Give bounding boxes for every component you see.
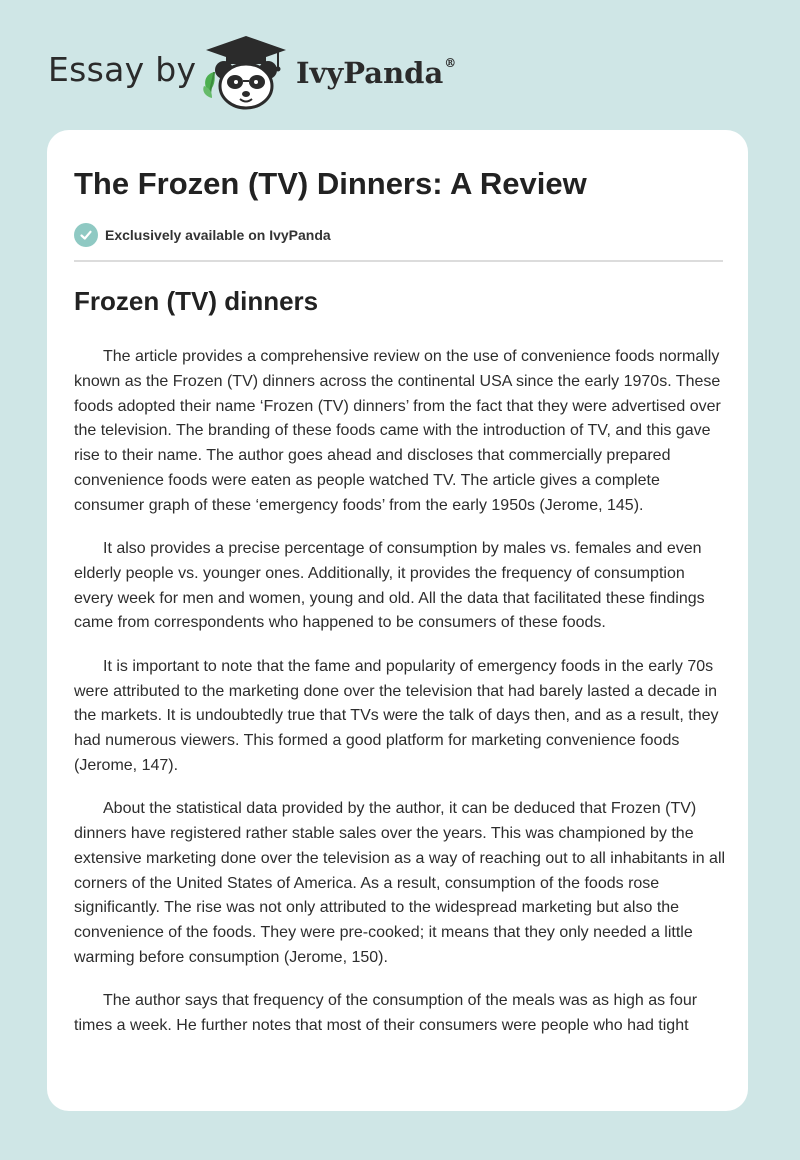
exclusive-badge-label: Exclusively available on IvyPanda	[105, 227, 331, 243]
essay-card	[47, 130, 748, 1111]
site-header	[0, 0, 800, 130]
section-heading: Frozen (TV) dinners	[74, 286, 319, 316]
logo-brand-name: IvyPanda®	[296, 56, 457, 90]
page-title: The Frozen (TV) Dinners: A Review	[74, 166, 587, 201]
essay-body	[74, 345, 726, 1057]
paragraph: The article provides a comprehensive review on the use of convenience foods normally known as the Frozen (TV) dinners across the continental USA since the early 1970s. These foods adopted their name ‘Frozen (TV) dinners’ from the fact that they were advertised over the television. The branding of these foods came with the introduction of TV, and this gave rise to their name. The author goes ahead and discloses that commercially prepared convenience foods were eaten as people watched TV. The article gives a complete consumer graph of these ‘emergency foods’ from the early 1950s (Jerome, 145).	[74, 348, 721, 514]
paragraph: It is important to note that the fame and popularity of emergency foods in the early 70s were attributed to the marketing done over the television that had barely lasted a decade in the markets. It is undoubtedly true that TVs were the talk of days then, and as a result, they had numerous viewers. This formed a good platform for marketing convenience foods (Jerome, 147).	[74, 657, 719, 774]
paragraph: It also provides a precise percentage of consumption by males vs. females and even elderly people vs. younger ones. Additionally, it provides the frequency of consumption every week for men and women, young and old. All the data that facilitated these findings came from correspondents who happened to be consumers of these foods.	[74, 540, 705, 632]
paragraph: The author says that frequency of the consumption of the meals was as high as four times a week. He further notes that most of their consumers were people who had tight	[74, 992, 698, 1035]
check-icon	[74, 223, 98, 247]
panda-logo-icon	[200, 34, 292, 110]
logo-essay-by-text: Essay by	[48, 50, 197, 89]
divider	[74, 260, 723, 262]
registered-mark: ®	[444, 56, 457, 70]
paragraph: About the statistical data provided by the author, it can be deduced that Frozen (TV) dinners have registered rather stable sales over the years. This was championed by the extensive marketing done over the television as a way of reaching out to all inhabitants in all corners of the United States of America. As a result, consumption of the foods rose significantly. The rise was not only attributed to the widespread marketing but also the convenience of the foods. They were pre-cooked; it means that they only needed a little warming before consumption (Jerome, 150).	[74, 800, 726, 967]
exclusive-badge	[74, 222, 331, 248]
